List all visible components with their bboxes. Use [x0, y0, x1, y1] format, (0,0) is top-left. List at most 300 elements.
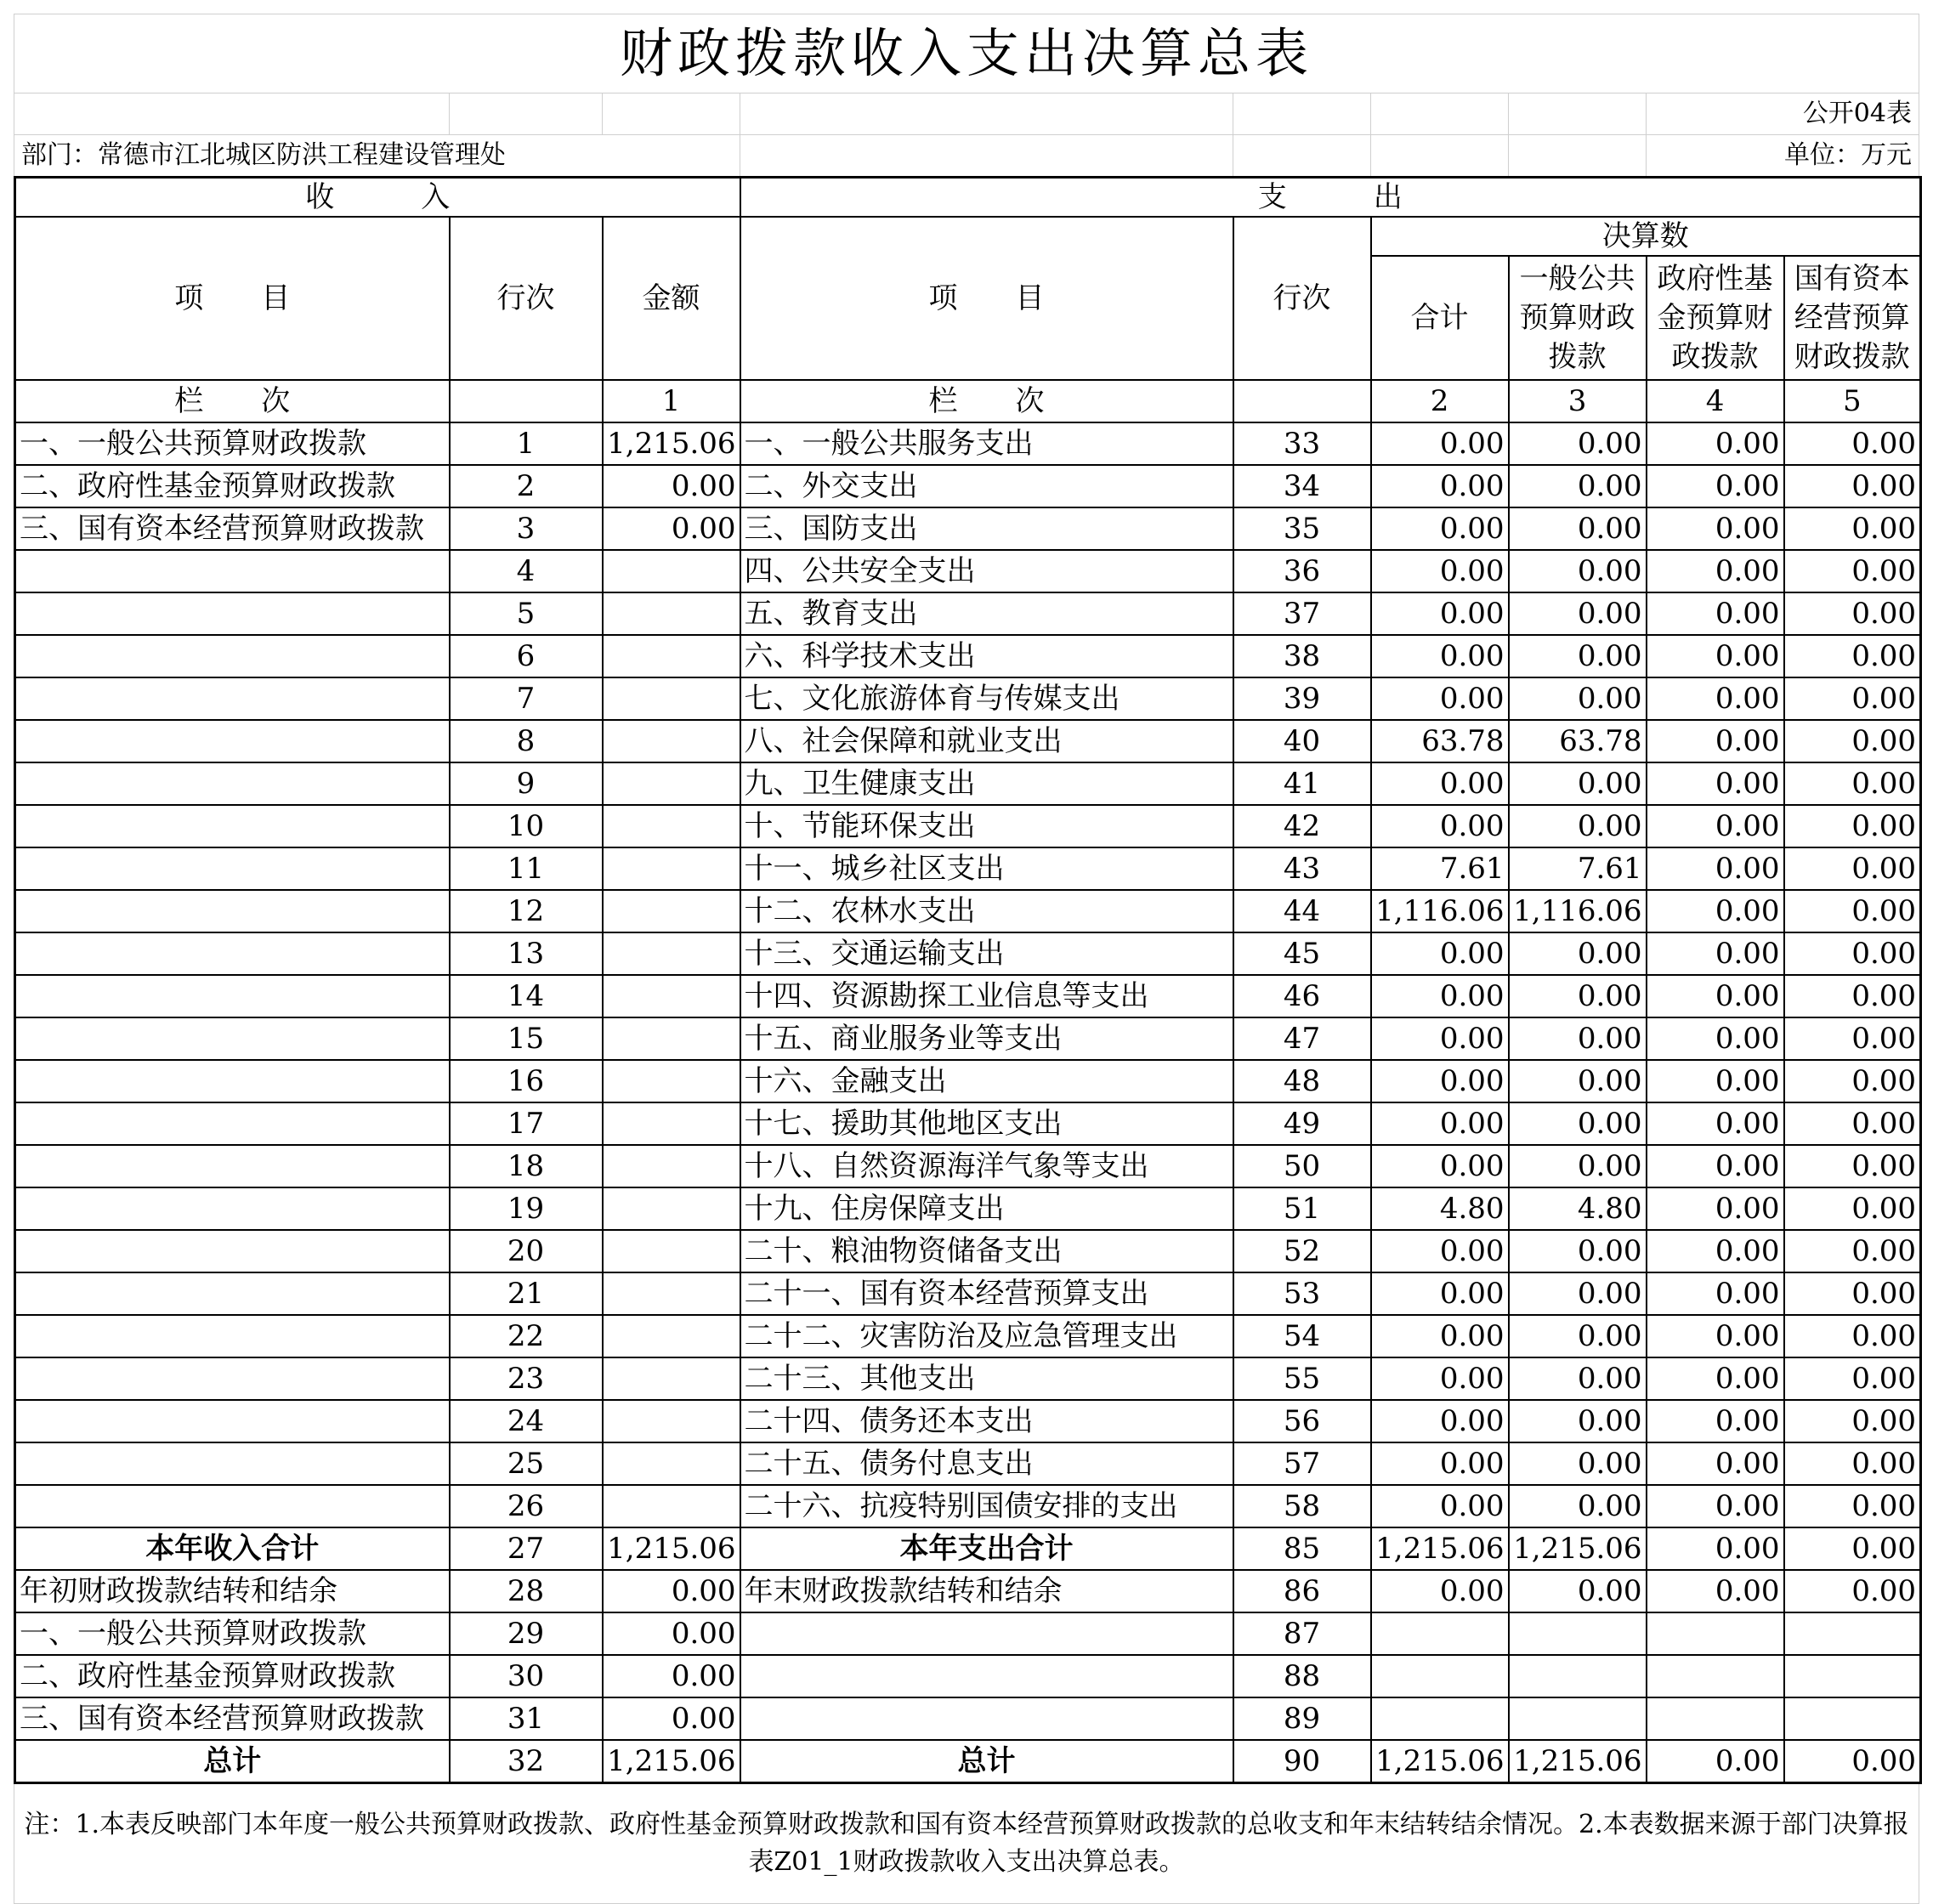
income-row-no-cell: 25: [450, 1442, 603, 1485]
expense-row-no-cell: 89: [1233, 1697, 1371, 1740]
general-cell: 0.00: [1509, 1400, 1647, 1442]
col-num-5: 5: [1784, 380, 1921, 422]
expense-row-no-cell: 51: [1233, 1187, 1371, 1230]
total-cell: 0.00: [1371, 1570, 1509, 1612]
income-item-cell: 三、国有资本经营预算财政拨款: [15, 507, 450, 550]
income-amount-cell: 0.00: [603, 507, 740, 550]
income-amount-cell: [603, 1272, 740, 1315]
capital-cell: 0.00: [1784, 847, 1921, 890]
expense-row-no-cell: 87: [1233, 1612, 1371, 1655]
income-item-cell: [15, 592, 450, 635]
note-row: [14, 1784, 1919, 1904]
expense-item-cell: 二十一、国有资本经营预算支出: [740, 1272, 1233, 1315]
fund-cell: [1647, 1697, 1784, 1740]
fund-cell: 0.00: [1647, 890, 1784, 932]
expense-row-no-cell: 58: [1233, 1485, 1371, 1527]
income-row-no-cell: 19: [450, 1187, 603, 1230]
income-amount-cell: [603, 762, 740, 805]
income-item-cell: 二、政府性基金预算财政拨款: [15, 1655, 450, 1697]
general-cell: 7.61: [1509, 847, 1647, 890]
fund-cell: [1647, 1612, 1784, 1655]
capital-cell: 0.00: [1784, 1187, 1921, 1230]
income-amount-cell: [603, 677, 740, 720]
capital-cell: 0.00: [1784, 1485, 1921, 1527]
fund-cell: 0.00: [1647, 1485, 1784, 1527]
expense-item-cell: 十四、资源勘探工业信息等支出: [740, 975, 1233, 1017]
capital-cell: 0.00: [1784, 422, 1921, 465]
income-item-cell: [15, 1400, 450, 1442]
expense-row-no-cell: 40: [1233, 720, 1371, 762]
general-cell: 0.00: [1509, 507, 1647, 550]
income-row-no-cell: 7: [450, 677, 603, 720]
expense-item-cell: [740, 1697, 1233, 1740]
expense-item-cell: 十、节能环保支出: [740, 805, 1233, 847]
expense-item-cell: 总计: [740, 1740, 1233, 1783]
income-amount-cell: [603, 805, 740, 847]
fund-cell: 0.00: [1647, 720, 1784, 762]
capital-cell: 0.00: [1784, 1400, 1921, 1442]
income-item-cell: [15, 1442, 450, 1485]
expense-row-no-cell: 35: [1233, 507, 1371, 550]
table-row: [15, 1612, 1921, 1655]
income-item-cell: [15, 1485, 450, 1527]
expense-item-cell: 二十、粮油物资储备支出: [740, 1230, 1233, 1272]
income-amount-cell: [603, 1315, 740, 1357]
table-row: [15, 422, 1921, 465]
table-row: [15, 1272, 1921, 1315]
table-row: [15, 932, 1921, 975]
income-amount-cell: [603, 550, 740, 592]
general-cell: 0.00: [1509, 1102, 1647, 1145]
total-cell: 0.00: [1371, 507, 1509, 550]
income-row-no-cell: 28: [450, 1570, 603, 1612]
expense-item-cell: 二十四、债务还本支出: [740, 1400, 1233, 1442]
total-cell: [1371, 1655, 1509, 1697]
fund-cell: 0.00: [1647, 1272, 1784, 1315]
capital-cell: 0.00: [1784, 1740, 1921, 1783]
table-row: [15, 890, 1921, 932]
total-cell: 0.00: [1371, 1017, 1509, 1060]
income-column-label: 栏 次: [15, 380, 450, 422]
income-row-no-cell: 27: [450, 1527, 603, 1570]
income-amount-cell: [603, 1102, 740, 1145]
table-row: [15, 550, 1921, 592]
capital-cell: 0.00: [1784, 805, 1921, 847]
general-cell: 0.00: [1509, 932, 1647, 975]
income-amount-cell: [603, 592, 740, 635]
fund-cell: 0.00: [1647, 592, 1784, 635]
general-cell: 0.00: [1509, 1485, 1647, 1527]
capital-cell: 0.00: [1784, 507, 1921, 550]
total-cell: 0.00: [1371, 1060, 1509, 1102]
income-amount-cell: 0.00: [603, 1612, 740, 1655]
expense-row-no-cell: 45: [1233, 932, 1371, 975]
expense-row-no-cell: 56: [1233, 1400, 1371, 1442]
income-item-cell: [15, 932, 450, 975]
income-row-no-cell: 22: [450, 1315, 603, 1357]
unit-label: 单位：万元: [1784, 140, 1912, 170]
table-row: [15, 805, 1921, 847]
total-cell: 0.00: [1371, 1315, 1509, 1357]
income-row-no-cell: 10: [450, 805, 603, 847]
total-cell: 63.78: [1371, 720, 1509, 762]
expense-item-cell: 四、公共安全支出: [740, 550, 1233, 592]
income-item-cell: [15, 1102, 450, 1145]
expense-item-cell: 十九、住房保障支出: [740, 1187, 1233, 1230]
general-cell: [1509, 1697, 1647, 1740]
table-row: [15, 677, 1921, 720]
capital-cell: 0.00: [1784, 1357, 1921, 1400]
capital-cell: 0.00: [1784, 465, 1921, 507]
expense-column-label: 栏 次: [740, 380, 1233, 422]
income-amount-cell: [603, 1187, 740, 1230]
income-row-no-cell: 20: [450, 1230, 603, 1272]
fund-cell: [1647, 1655, 1784, 1697]
capital-cell: 0.00: [1784, 1102, 1921, 1145]
spreadsheet: [14, 14, 1919, 1904]
table-row: [15, 1187, 1921, 1230]
total-cell: 0.00: [1371, 932, 1509, 975]
table-row: [15, 1740, 1921, 1783]
income-row-no-cell: 31: [450, 1697, 603, 1740]
capital-cell: 0.00: [1784, 592, 1921, 635]
fund-cell: 0.00: [1647, 762, 1784, 805]
capital-cell: 0.00: [1784, 975, 1921, 1017]
income-row-no-cell: 5: [450, 592, 603, 635]
income-item-cell: [15, 720, 450, 762]
general-cell: 0.00: [1509, 1017, 1647, 1060]
income-item-cell: [15, 762, 450, 805]
table-row: [15, 847, 1921, 890]
income-amount-header: 金额: [603, 217, 740, 380]
table-row: [15, 1102, 1921, 1145]
expense-item-cell: 二十六、抗疫特别国债安排的支出: [740, 1485, 1233, 1527]
expense-row-no-cell: 37: [1233, 592, 1371, 635]
expense-item-cell: 二十三、其他支出: [740, 1357, 1233, 1400]
total-cell: 0.00: [1371, 1357, 1509, 1400]
total-cell: 0.00: [1371, 422, 1509, 465]
fund-cell: 0.00: [1647, 1315, 1784, 1357]
table-row: [15, 720, 1921, 762]
expense-item-cell: 本年支出合计: [740, 1527, 1233, 1570]
income-row-no-cell: 14: [450, 975, 603, 1017]
fund-cell: 0.00: [1647, 550, 1784, 592]
income-item-cell: [15, 1060, 450, 1102]
fund-cell: 0.00: [1647, 932, 1784, 975]
total-cell: 0.00: [1371, 465, 1509, 507]
general-cell: 0.00: [1509, 1145, 1647, 1187]
income-row-no-cell: 9: [450, 762, 603, 805]
income-item-cell: [15, 847, 450, 890]
fund-cell: 0.00: [1647, 1060, 1784, 1102]
fund-cell: 0.00: [1647, 1570, 1784, 1612]
general-cell: 0.00: [1509, 1570, 1647, 1612]
income-amount-cell: [603, 1017, 740, 1060]
table-row: [15, 1485, 1921, 1527]
expense-row-no-cell: 47: [1233, 1017, 1371, 1060]
total-col-header: 合计: [1371, 256, 1509, 380]
total-cell: 1,116.06: [1371, 890, 1509, 932]
capital-cell: 0.00: [1784, 890, 1921, 932]
total-cell: 1,215.06: [1371, 1527, 1509, 1570]
income-amount-cell: 0.00: [603, 1570, 740, 1612]
table-row: [15, 635, 1921, 677]
total-cell: 0.00: [1371, 1442, 1509, 1485]
income-amount-cell: 1,215.06: [603, 1527, 740, 1570]
fund-cell: 0.00: [1647, 1187, 1784, 1230]
general-cell: [1509, 1612, 1647, 1655]
expense-row-no-cell: 44: [1233, 890, 1371, 932]
fund-cell: 0.00: [1647, 1357, 1784, 1400]
expense-item-cell: 三、国防支出: [740, 507, 1233, 550]
income-amount-cell: [603, 720, 740, 762]
table-row: [15, 1017, 1921, 1060]
expense-row-no-cell: 49: [1233, 1102, 1371, 1145]
general-cell: 0.00: [1509, 1315, 1647, 1357]
expense-row-no-cell: 46: [1233, 975, 1371, 1017]
expense-item-cell: 六、科学技术支出: [740, 635, 1233, 677]
table-row: [15, 1315, 1921, 1357]
income-row-no-cell: 2: [450, 465, 603, 507]
expense-row-no-cell: 52: [1233, 1230, 1371, 1272]
expense-item-cell: 十五、商业服务业等支出: [740, 1017, 1233, 1060]
footnote: 注：1.本表反映部门本年度一般公共预算财政拨款、政府性基金预算财政拨款和国有资本经营预算财政拨款的总收支和年末结转结余情况。2.本表数据来源于部门决算报表Z01_1财政拨款收入支出决算总表。: [24, 1810, 1909, 1877]
income-item-cell: [15, 1017, 450, 1060]
income-amount-cell: 1,215.06: [603, 1740, 740, 1783]
capital-cell: [1784, 1697, 1921, 1740]
expense-item-cell: 十七、援助其他地区支出: [740, 1102, 1233, 1145]
income-row-no-cell: 12: [450, 890, 603, 932]
income-item-cell: [15, 975, 450, 1017]
form-number: 公开04表: [1802, 99, 1912, 128]
table-row: [15, 507, 1921, 550]
general-cell: 0.00: [1509, 975, 1647, 1017]
fund-cell: 0.00: [1647, 975, 1784, 1017]
income-item-cell: 总计: [15, 1740, 450, 1783]
total-cell: 0.00: [1371, 1400, 1509, 1442]
income-row-no-cell: 1: [450, 422, 603, 465]
expense-row-no-cell: 41: [1233, 762, 1371, 805]
table-row: [15, 1400, 1921, 1442]
expense-row-no-cell: 42: [1233, 805, 1371, 847]
fund-cell: 0.00: [1647, 1740, 1784, 1783]
expense-item-cell: [740, 1655, 1233, 1697]
expense-item-cell: 二十二、灾害防治及应急管理支出: [740, 1315, 1233, 1357]
general-cell: 1,215.06: [1509, 1740, 1647, 1783]
capital-col-header: 国有资本经营预算财政拨款: [1784, 256, 1921, 380]
table-row: [15, 592, 1921, 635]
table-row: [15, 975, 1921, 1017]
fund-cell: 0.00: [1647, 507, 1784, 550]
income-amount-cell: [603, 847, 740, 890]
expense-item-cell: 八、社会保障和就业支出: [740, 720, 1233, 762]
total-cell: 0.00: [1371, 762, 1509, 805]
general-cell: 0.00: [1509, 1272, 1647, 1315]
income-amount-cell: [603, 1060, 740, 1102]
expense-item-cell: 十二、农林水支出: [740, 890, 1233, 932]
department-row: [14, 134, 1919, 176]
general-cell: 0.00: [1509, 677, 1647, 720]
total-cell: 0.00: [1371, 1485, 1509, 1527]
expense-row-no-cell: 55: [1233, 1357, 1371, 1400]
expense-row-no-cell: 53: [1233, 1272, 1371, 1315]
income-row-no-cell: 18: [450, 1145, 603, 1187]
department-label: 部门：常德市江北城区防洪工程建设管理处: [21, 140, 506, 170]
fund-cell: 0.00: [1647, 1145, 1784, 1187]
income-amount-cell: 0.00: [603, 465, 740, 507]
income-row-no-cell: 6: [450, 635, 603, 677]
fund-cell: 0.00: [1647, 1230, 1784, 1272]
expense-row-no-header: 行次: [1233, 217, 1371, 380]
general-cell: 4.80: [1509, 1187, 1647, 1230]
total-cell: 0.00: [1371, 592, 1509, 635]
expense-row-no-cell: 48: [1233, 1060, 1371, 1102]
income-item-cell: 二、政府性基金预算财政拨款: [15, 465, 450, 507]
table-row: [15, 1357, 1921, 1400]
col-num-4: 4: [1647, 380, 1784, 422]
expense-row-no-cell: 54: [1233, 1315, 1371, 1357]
fund-cell: 0.00: [1647, 847, 1784, 890]
income-item-cell: 三、国有资本经营预算财政拨款: [15, 1697, 450, 1740]
general-cell: 0.00: [1509, 1230, 1647, 1272]
table-row: [15, 1442, 1921, 1485]
total-cell: [1371, 1612, 1509, 1655]
income-amount-cell: 0.00: [603, 1697, 740, 1740]
table-row: [15, 1527, 1921, 1570]
general-cell: 0.00: [1509, 1442, 1647, 1485]
total-cell: 0.00: [1371, 1102, 1509, 1145]
income-row-no-cell: 26: [450, 1485, 603, 1527]
expense-row-no-cell: 38: [1233, 635, 1371, 677]
income-item-cell: 本年收入合计: [15, 1527, 450, 1570]
general-cell: 0.00: [1509, 592, 1647, 635]
fund-cell: 0.00: [1647, 1017, 1784, 1060]
expense-item-cell: 九、卫生健康支出: [740, 762, 1233, 805]
income-amount-cell: [603, 1145, 740, 1187]
general-cell: 63.78: [1509, 720, 1647, 762]
income-row-no-cell: 3: [450, 507, 603, 550]
income-amount-cell: 1,215.06: [603, 422, 740, 465]
total-cell: 0.00: [1371, 635, 1509, 677]
total-cell: 0.00: [1371, 677, 1509, 720]
fund-cell: 0.00: [1647, 635, 1784, 677]
capital-cell: 0.00: [1784, 635, 1921, 677]
income-item-cell: 一、一般公共预算财政拨款: [15, 422, 450, 465]
general-cell: 0.00: [1509, 550, 1647, 592]
fund-cell: 0.00: [1647, 422, 1784, 465]
income-row-no-cell: 17: [450, 1102, 603, 1145]
col-num-2: 2: [1371, 380, 1509, 422]
income-row-no-cell: 16: [450, 1060, 603, 1102]
capital-cell: 0.00: [1784, 1060, 1921, 1102]
expense-row-no-cell: 36: [1233, 550, 1371, 592]
income-row-no-cell: 11: [450, 847, 603, 890]
fund-cell: 0.00: [1647, 1400, 1784, 1442]
general-col-header: 一般公共预算财政拨款: [1509, 256, 1647, 380]
expense-row-no-cell: 33: [1233, 422, 1371, 465]
income-item-cell: [15, 550, 450, 592]
expense-item-header: 项 目: [740, 217, 1233, 380]
income-item-cell: [15, 1145, 450, 1187]
total-cell: 1,215.06: [1371, 1740, 1509, 1783]
expense-row-no-cell: 34: [1233, 465, 1371, 507]
income-amount-cell: [603, 1400, 740, 1442]
general-cell: 1,116.06: [1509, 890, 1647, 932]
total-cell: 0.00: [1371, 805, 1509, 847]
capital-cell: 0.00: [1784, 1272, 1921, 1315]
income-row-no-cell: 8: [450, 720, 603, 762]
income-item-header: 项 目: [15, 217, 450, 380]
income-row-no-cell: 32: [450, 1740, 603, 1783]
general-cell: 0.00: [1509, 1060, 1647, 1102]
expense-item-cell: 十八、自然资源海洋气象等支出: [740, 1145, 1233, 1187]
table-row: [15, 1655, 1921, 1697]
capital-cell: 0.00: [1784, 762, 1921, 805]
income-row-no-cell: 24: [450, 1400, 603, 1442]
fund-col-header: 政府性基金预算财政拨款: [1647, 256, 1784, 380]
general-cell: 0.00: [1509, 1357, 1647, 1400]
expense-item-cell: 十三、交通运输支出: [740, 932, 1233, 975]
income-amount-cell: [603, 975, 740, 1017]
total-cell: 0.00: [1371, 1272, 1509, 1315]
capital-cell: 0.00: [1784, 1145, 1921, 1187]
expense-row-no-cell: 39: [1233, 677, 1371, 720]
income-amount-cell: [603, 1485, 740, 1527]
capital-cell: [1784, 1612, 1921, 1655]
income-item-cell: [15, 677, 450, 720]
expense-item-cell: 十一、城乡社区支出: [740, 847, 1233, 890]
income-row-no-cell: 23: [450, 1357, 603, 1400]
capital-cell: 0.00: [1784, 550, 1921, 592]
total-cell: 7.61: [1371, 847, 1509, 890]
fund-cell: 0.00: [1647, 1442, 1784, 1485]
income-amount-cell: 0.00: [603, 1655, 740, 1697]
table-row: [15, 465, 1921, 507]
income-item-cell: 年初财政拨款结转和结余: [15, 1570, 450, 1612]
expense-item-cell: [740, 1612, 1233, 1655]
capital-cell: 0.00: [1784, 932, 1921, 975]
expense-row-no-cell: 88: [1233, 1655, 1371, 1697]
table-row: [15, 1060, 1921, 1102]
income-item-cell: [15, 1230, 450, 1272]
income-amount-cell: [603, 635, 740, 677]
expense-item-cell: 年末财政拨款结转和结余: [740, 1570, 1233, 1612]
expense-row-no-cell: 57: [1233, 1442, 1371, 1485]
income-item-cell: [15, 890, 450, 932]
total-cell: 0.00: [1371, 975, 1509, 1017]
total-cell: 0.00: [1371, 1145, 1509, 1187]
income-row-no-cell: 13: [450, 932, 603, 975]
expense-item-cell: 七、文化旅游体育与传媒支出: [740, 677, 1233, 720]
income-item-cell: [15, 635, 450, 677]
income-row-no-cell: 4: [450, 550, 603, 592]
total-cell: 4.80: [1371, 1187, 1509, 1230]
form-number-row: [14, 93, 1919, 134]
capital-cell: 0.00: [1784, 1230, 1921, 1272]
page-title: 财政拨款收入支出决算总表: [619, 22, 1313, 84]
income-item-cell: [15, 805, 450, 847]
income-amount-cell: [603, 1442, 740, 1485]
total-cell: [1371, 1697, 1509, 1740]
capital-cell: 0.00: [1784, 1442, 1921, 1485]
capital-cell: [1784, 1655, 1921, 1697]
settlement-table: [14, 176, 1922, 1784]
capital-cell: 0.00: [1784, 1315, 1921, 1357]
capital-cell: 0.00: [1784, 1017, 1921, 1060]
income-amount-cell: [603, 890, 740, 932]
general-cell: 0.00: [1509, 422, 1647, 465]
income-row-no-cell: 30: [450, 1655, 603, 1697]
